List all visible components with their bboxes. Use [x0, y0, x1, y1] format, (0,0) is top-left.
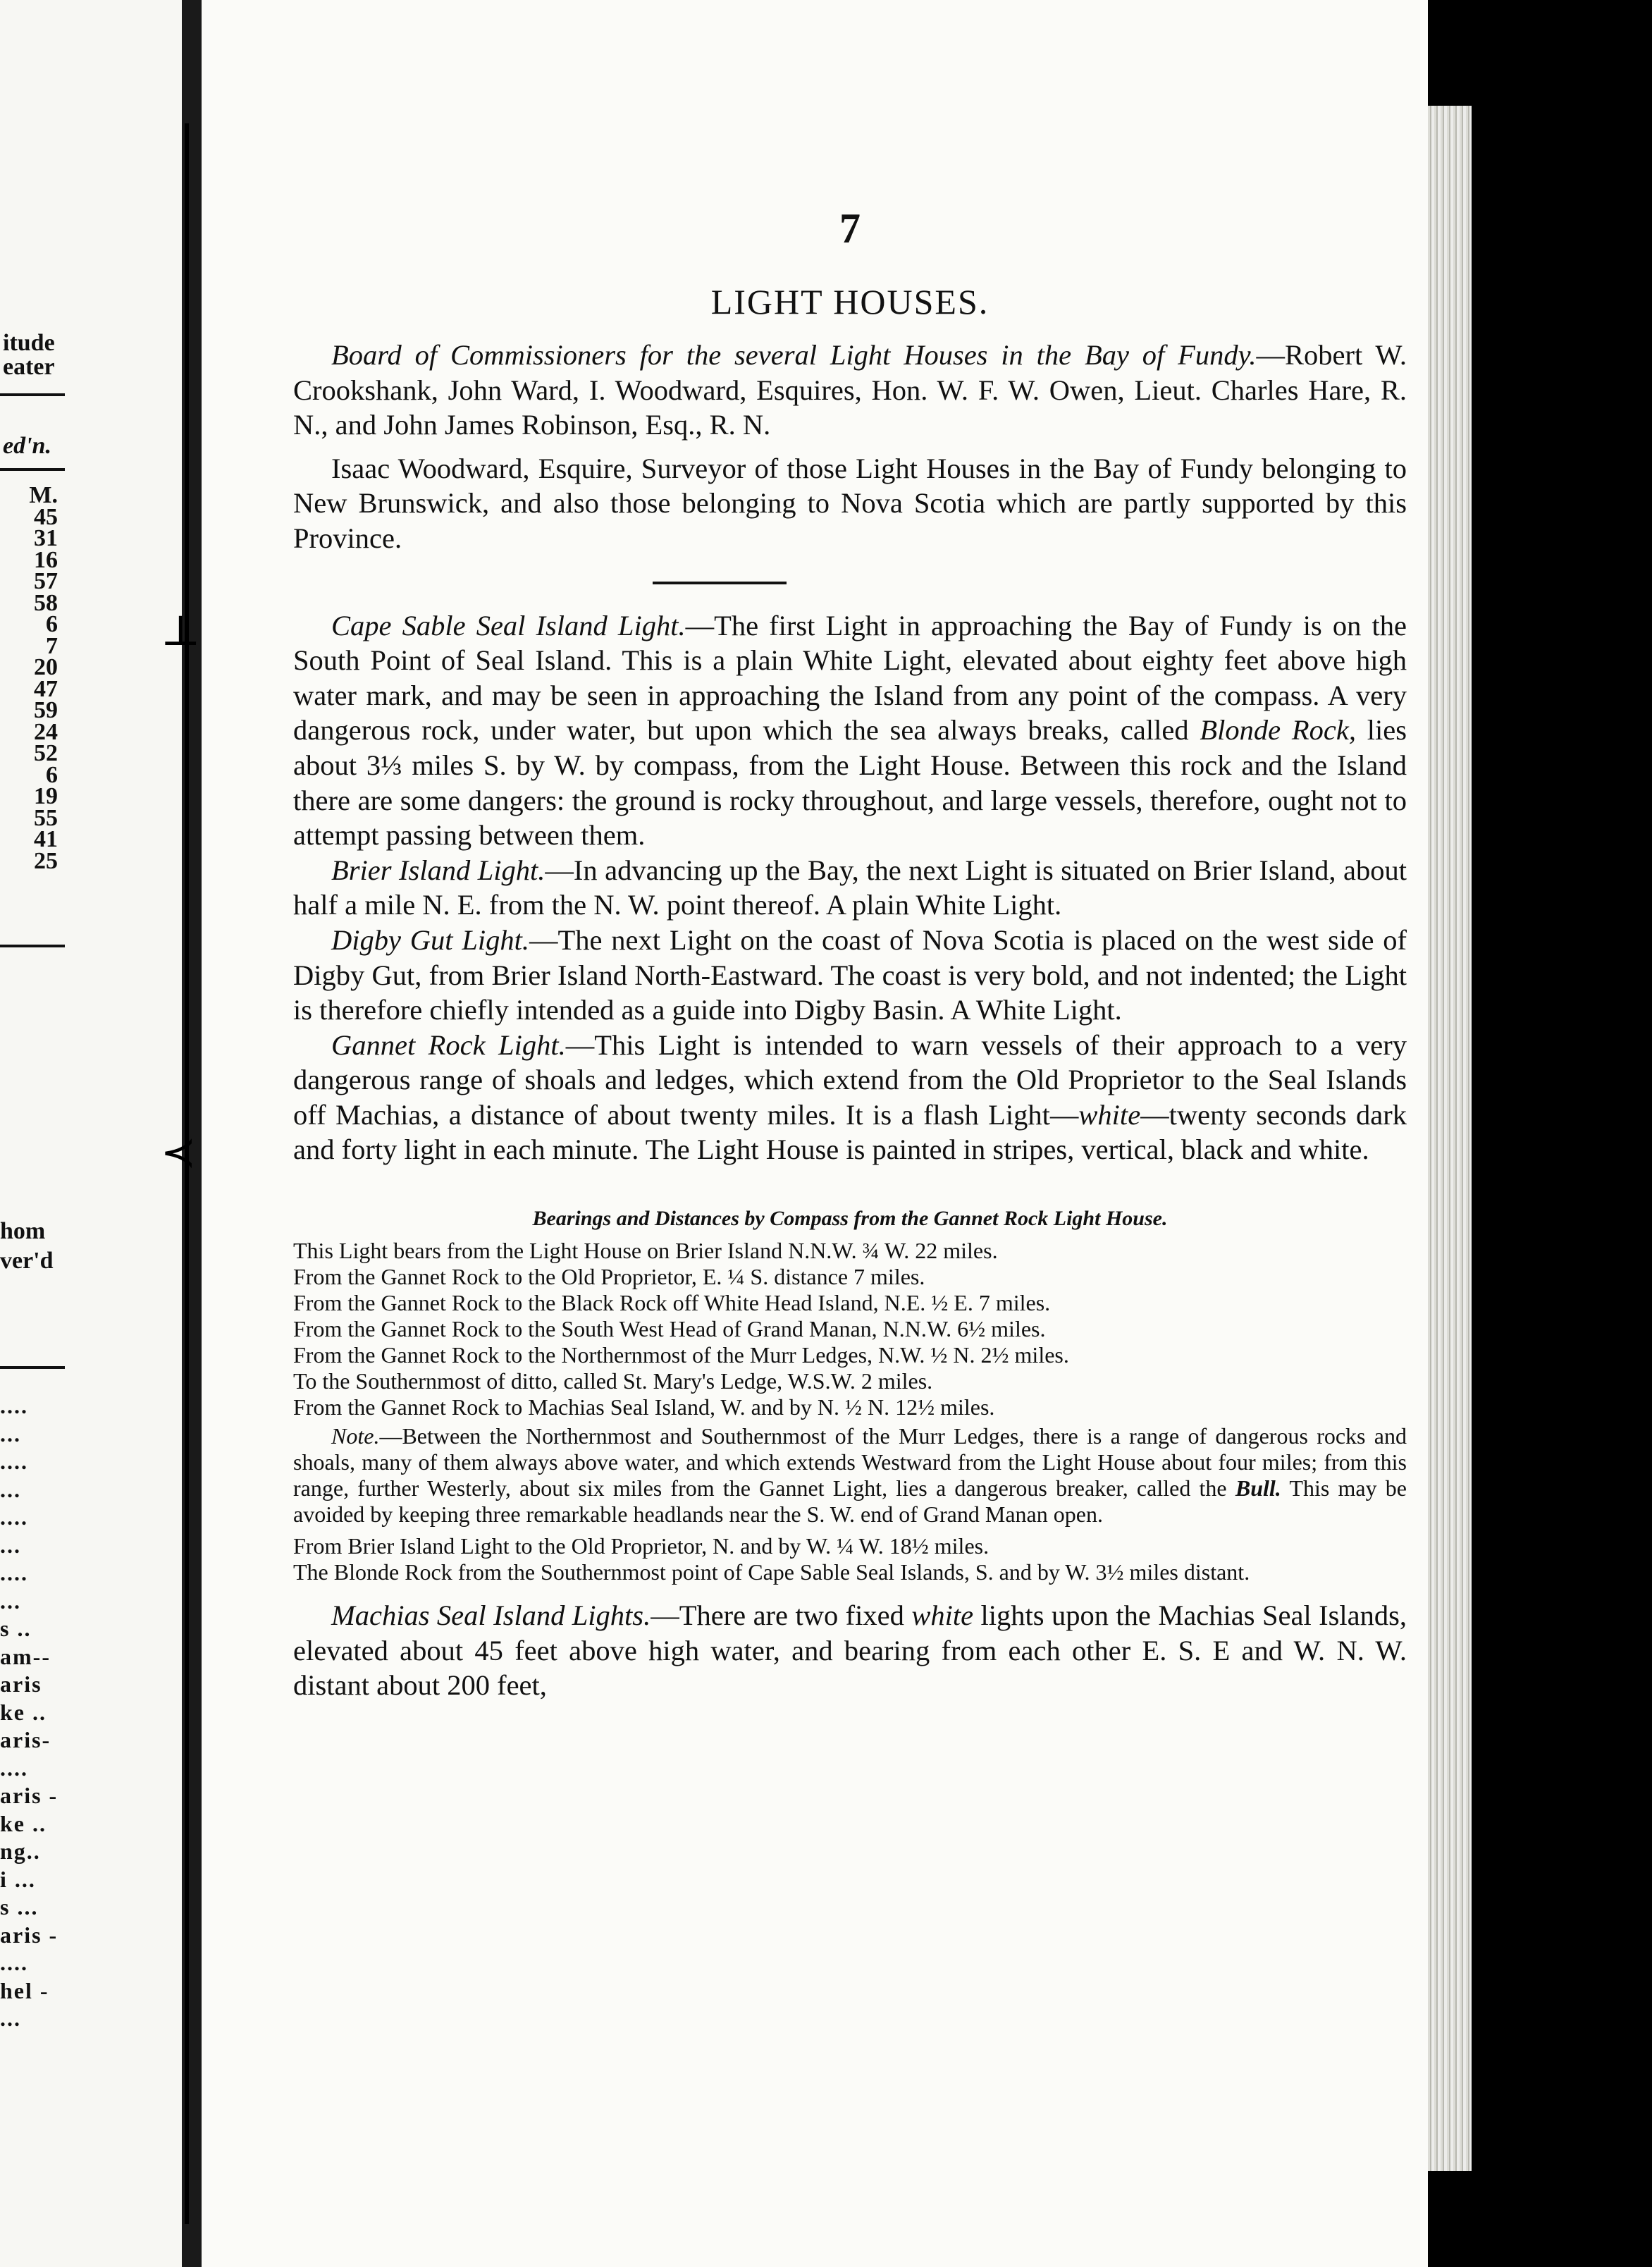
left-fragment: ke .. [0, 1699, 47, 1725]
bearing-line: To the Southernmost of ditto, called St. Mary's Ledge, W.S.W. 2 miles. [293, 1368, 933, 1394]
left-fragment: ... [0, 1420, 21, 1446]
brier-lead: Brier Island Light. [331, 854, 545, 886]
digby-lead: Digby Gut Light. [331, 923, 530, 956]
left-row-fragments [0, 1392, 70, 2033]
left-value: 6 [46, 761, 58, 788]
left-value: 16 [34, 546, 58, 573]
page-body [293, 204, 1407, 1703]
cape-sable-text: —The first Light in approaching the Bay of Fundy is on the South Point of Seal Island. This is a plain White Light, elevated about eighty feet above high water mark, and may be seen in approaching the Island from any point of the compass. A very dangerous rock, under water, but upon which the sea always breaks, called [293, 609, 1407, 747]
bearings-title: Bearings and Distances by Compass from the Gannet Rock Light House. [532, 1207, 1168, 1231]
gannet-lead: Gannet Rock Light. [331, 1028, 566, 1061]
gannet-text-2: —twenty seconds dark and forty light in each minute. The Light House is painted in stripes, vertical, black and white. [293, 1098, 1407, 1166]
left-fragment: ... [0, 1476, 21, 1502]
section-divider [653, 582, 787, 584]
brier-paragraph [293, 853, 1407, 923]
board-lead: Board of Commissioners for the several Light Houses in the Bay of Fundy. [331, 339, 1257, 371]
left-value: 6 [46, 611, 58, 637]
binding-stitch-icon: ≺ [161, 1129, 197, 1176]
machias-paragraph [293, 1598, 1407, 1703]
left-fragment: .... [0, 1393, 28, 1418]
left-fragment: ... [0, 1532, 21, 1558]
left-fragment: aris [0, 1671, 42, 1697]
gannet-paragraph [293, 1028, 1407, 1167]
left-value: 47 [34, 675, 58, 702]
gannet-white: white [1078, 1098, 1141, 1131]
left-header-1: itude [3, 330, 55, 356]
left-value: M. [29, 482, 58, 508]
left-fragment: s ... [0, 1894, 39, 1919]
left-value: 58 [34, 589, 58, 616]
bearing-line: This Light bears from the Light House on Brier Island N.N.W. ¾ W. 22 miles. [293, 1238, 998, 1264]
left-rule [0, 468, 65, 471]
left-fragment: .... [0, 1504, 28, 1530]
blonde-rock: Blonde Rock, [1200, 714, 1356, 747]
left-lower-header-2: ver'd [0, 1248, 54, 1274]
machias-text-2: lights upon the Machias Seal Islands, elevated about 45 feet above high water, and bearing from each other E. S. E and W. N. W. distant about 200 feet, [293, 1599, 1407, 1702]
left-rule [0, 945, 65, 947]
digby-text: —The next Light on the coast of Nova Scotia is placed on the west side of Digby Gut, from Brier Island North-Eastward. The coast is very bold, and not indented; the Light is therefore chiefly intended as a guide into Digby Basin. A White Light. [293, 923, 1407, 1026]
bearing-line: From the Gannet Rock to the Black Rock off White Head Island, N.E. ½ E. 7 miles. [293, 1290, 1051, 1316]
page-title: LIGHT HOUSES. [710, 282, 990, 321]
left-fragment: .... [0, 1449, 28, 1474]
left-fragment: i ... [0, 1866, 36, 1892]
left-value: 41 [34, 826, 58, 852]
note-lead: Note. [331, 1423, 380, 1449]
left-fragment: .... [0, 1560, 28, 1585]
left-rule [0, 393, 65, 396]
left-fragment: ... [0, 1587, 21, 1614]
bearing-line: From the Gannet Rock to the South West Head of Grand Manan, N.N.W. 6½ miles. [293, 1316, 1046, 1342]
cape-sable-paragraph [293, 608, 1407, 853]
board-paragraph [293, 338, 1407, 443]
left-lower-header-1: hom [0, 1218, 46, 1244]
left-fragment: ng.. [0, 1838, 41, 1864]
left-value: 59 [34, 697, 58, 723]
note-text-2: This may be avoided by keeping three remarkable headlands near the S. W. end of Grand Manan open. [293, 1475, 1407, 1528]
note-bull: Bull. [1235, 1475, 1281, 1501]
cape-sable-lead: Cape Sable Seal Island Light. [331, 609, 686, 641]
current-page [202, 0, 1428, 2267]
machias-lead: Machias Seal Island Lights. [331, 1599, 651, 1632]
bearing-line: From the Gannet Rock to the Northernmost of the Murr Ledges, N.W. ½ N. 2½ miles. [293, 1342, 1069, 1368]
left-value: 31 [34, 525, 58, 551]
left-col-header: ed'n. [3, 433, 51, 459]
left-fragment: .... [0, 1950, 28, 1975]
binding-stitch-icon: ⊥ [161, 608, 201, 654]
bearing-line: From the Gannet Rock to the Old Proprietor, E. ¼ S. distance 7 miles. [293, 1264, 925, 1290]
brier-text: —In advancing up the Bay, the next Light is situated on Brier Island, about half a mile N. E. from the N. W. point thereof. A plain White Light. [293, 854, 1407, 921]
left-value: 20 [34, 654, 58, 680]
left-header-2: eater [3, 354, 55, 380]
left-value: 55 [34, 804, 58, 831]
note-text: —Between the Northernmost and Southernmost of the Murr Ledges, there is a range of dangerous rocks and shoals, many of them always above water, and which extends Westward from the Light House about four miles; from this range, further Westerly, about six miles from the Gannet Light, lies a dangerous breaker, called the [293, 1423, 1407, 1501]
left-value: 45 [34, 503, 58, 530]
board-text: —Robert W. Crookshank, John Ward, I. Woodward, Esquires, Hon. W. F. W. Owen, Lieut. Charles Hare, R. N., and John James Robinson, Esq., R. N. [293, 339, 1407, 441]
left-value: 24 [34, 718, 58, 745]
left-value: 19 [34, 783, 58, 809]
left-fragment: am-- [0, 1643, 51, 1669]
machias-text: —There are two fixed [651, 1599, 912, 1632]
machias-white: white [911, 1599, 974, 1632]
left-column-values [8, 482, 58, 874]
extra-bearing: The Blonde Rock from the Southernmost point of Cape Sable Seal Islands, S. and by W. 3½ miles distant. [293, 1559, 1250, 1585]
left-rule [0, 1366, 65, 1369]
left-fragment: ... [0, 2005, 21, 2031]
previous-page [0, 0, 182, 2267]
cape-sable-text-2: lies about 3⅓ miles S. by W. by compass, from the Light House. Between this rock and the Island there are some dangers: the ground is rocky throughout, and large vessels, therefore, ought not to attempt passing between them. [293, 714, 1407, 852]
left-fragment: hel - [0, 1977, 49, 2003]
left-fragment: aris - [0, 1783, 58, 1808]
left-fragment: aris - [0, 1922, 58, 1948]
bearing-line: From the Gannet Rock to Machias Seal Island, W. and by N. ½ N. 12½ miles. [293, 1394, 995, 1420]
left-fragment: .... [0, 1755, 28, 1781]
left-value: 25 [34, 847, 58, 874]
left-fragment: aris- [0, 1727, 51, 1752]
left-value: 52 [34, 740, 58, 766]
gannet-text: —This Light is intended to warn vessels of their approach to a very dangerous range of shoals and ledges, which extend from the Old Proprietor to the Seal Islands off Machias, a distance of about twenty miles. It is a flash Light— [293, 1028, 1407, 1131]
digby-paragraph [293, 923, 1407, 1028]
left-value: 57 [34, 568, 58, 594]
surveyor-paragraph: Isaac Woodward, Esquire, Surveyor of those Light Houses in the Bay of Fundy belonging to New Brunswick, and also those belonging to Nova Scotia which are partly supported by this Province. [293, 452, 1407, 554]
note-paragraph [293, 1423, 1407, 1528]
left-value: 7 [46, 632, 58, 659]
page-number: 7 [839, 205, 861, 252]
page-stack-edge [1428, 106, 1472, 2171]
extra-bearing: From Brier Island Light to the Old Proprietor, N. and by W. ¼ W. 18½ miles. [293, 1533, 990, 1559]
left-fragment: s .. [0, 1616, 32, 1641]
left-fragment: ke .. [0, 1810, 47, 1836]
